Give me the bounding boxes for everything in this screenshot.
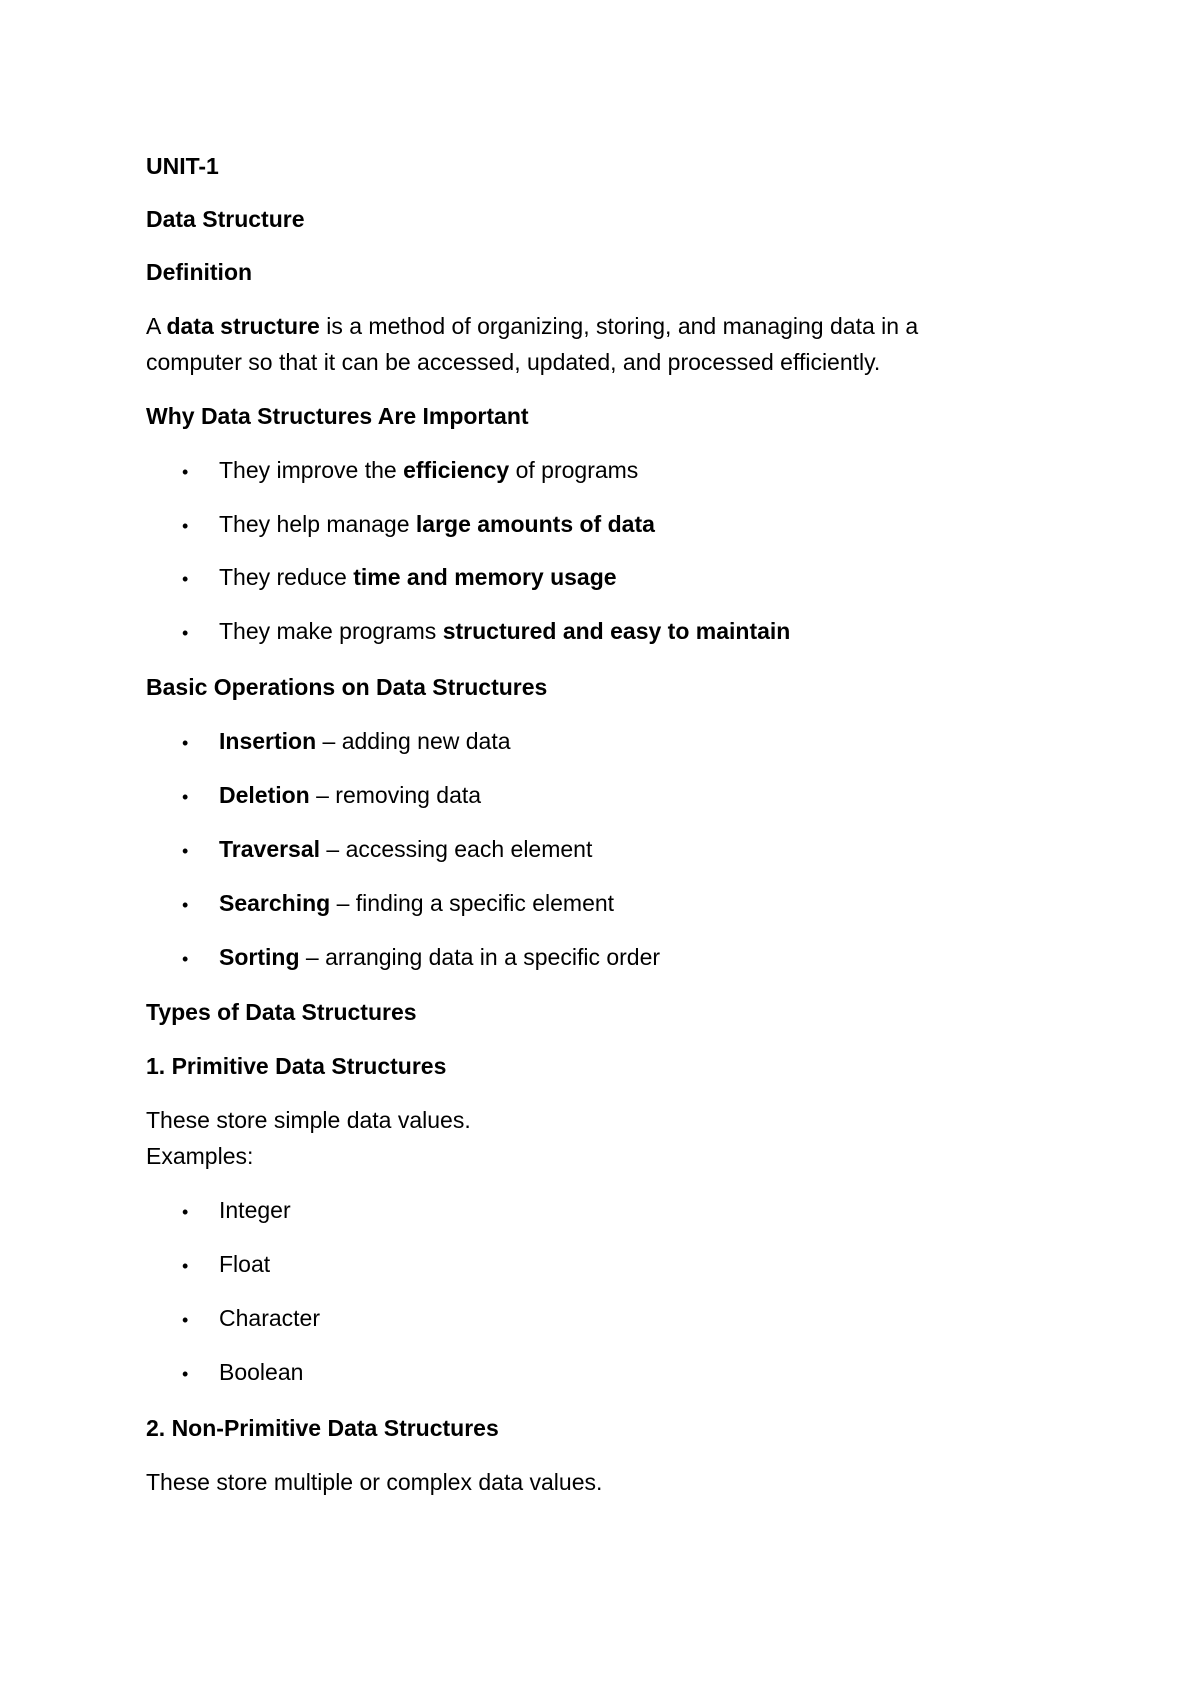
list-item: [182, 888, 614, 920]
list-item: [182, 616, 790, 648]
list-item-text-plain: Integer: [219, 1197, 291, 1223]
nonprimitive-heading: 2. Non-Primitive Data Structures: [146, 1415, 499, 1441]
list-item-text-plain: They make programs: [219, 618, 443, 645]
list-item-text-plain: Float: [219, 1251, 271, 1277]
document-title: Data Structure: [146, 206, 305, 232]
definition-line-1: [146, 311, 918, 341]
list-item-text-plain: – accessing each element: [320, 836, 593, 862]
list-item-text-plain: They improve the: [219, 457, 404, 483]
list-item-text: [219, 1359, 303, 1385]
list-item-text: [219, 511, 655, 537]
list-item-text: [219, 728, 511, 754]
list-item-text-bold: structured and easy to maintain: [442, 618, 791, 645]
bullet-icon: •: [182, 1364, 189, 1384]
list-item-text: [219, 1251, 270, 1277]
list-item: [182, 942, 660, 974]
list-item-text-bold: Deletion: [219, 782, 310, 808]
list-item: [182, 1195, 291, 1227]
list-item-text-plain: – removing data: [309, 782, 482, 808]
list-item: [182, 562, 617, 594]
list-item-text-plain: – adding new data: [316, 728, 511, 754]
importance-heading: Why Data Structures Are Important: [146, 403, 529, 429]
definition-line-2: computer so that it can be accessed, updated, and processed efficiently.: [146, 349, 881, 375]
definition-heading: Definition: [146, 259, 253, 285]
bullet-icon: •: [182, 1256, 189, 1276]
bullet-icon: •: [182, 841, 189, 861]
bullet-icon: •: [182, 623, 189, 644]
bullet-icon: •: [182, 733, 189, 753]
list-item-text-bold: efficiency: [403, 457, 510, 483]
bullet-icon: •: [182, 949, 189, 969]
list-item-text-bold: time and memory usage: [353, 564, 617, 591]
list-item-text-plain: They help manage: [219, 510, 416, 537]
list-item-text-plain: Character: [219, 1305, 320, 1331]
list-item: [182, 455, 638, 487]
list-item-text: [219, 944, 660, 970]
examples-label: Examples:: [146, 1143, 254, 1169]
list-item-text-plain: – finding a specific element: [330, 890, 615, 916]
bullet-icon: •: [182, 787, 189, 807]
list-item-text-plain: They reduce: [219, 564, 354, 591]
list-item-text: [219, 836, 592, 862]
types-heading: Types of Data Structures: [146, 999, 417, 1025]
list-item: [182, 1303, 320, 1335]
definition-term: data structure: [166, 313, 320, 339]
list-item-text-bold: Sorting: [219, 944, 300, 970]
primitive-heading: 1. Primitive Data Structures: [146, 1053, 447, 1079]
bullet-icon: •: [182, 1310, 189, 1330]
list-item-text: [219, 782, 481, 808]
list-item-text-plain: of programs: [509, 457, 639, 483]
list-item-text-bold: Searching: [219, 890, 331, 916]
primitive-description: These store simple data values.: [146, 1107, 471, 1133]
list-item-text-bold: Traversal: [219, 836, 321, 862]
list-item-text-bold: large amounts of data: [415, 510, 655, 537]
list-item-text: [219, 1197, 291, 1223]
list-item-text: [219, 457, 638, 483]
definition-rest: is a method of organizing, storing, and managing data in a: [319, 313, 919, 339]
unit-heading: UNIT-1: [146, 153, 219, 179]
bullet-icon: •: [182, 462, 189, 482]
bullet-icon: •: [182, 895, 189, 915]
bullet-icon: •: [182, 569, 189, 590]
bullet-icon: •: [182, 1202, 189, 1222]
operations-heading: Basic Operations on Data Structures: [146, 674, 548, 700]
list-item-text: [219, 890, 614, 916]
list-item: [182, 509, 655, 541]
list-item: [182, 726, 511, 758]
list-item-text: [219, 1305, 320, 1331]
list-item: [182, 834, 592, 866]
list-item-text-bold: Insertion: [219, 728, 317, 754]
list-item-text: [219, 564, 617, 590]
list-item-text-plain: Boolean: [219, 1359, 304, 1385]
bullet-icon: •: [182, 515, 189, 536]
list-item-text-plain: – arranging data in a specific order: [299, 944, 661, 970]
list-item: [182, 1357, 303, 1389]
list-item: [182, 1249, 270, 1281]
list-item-text: [219, 618, 790, 644]
definition-prefix: A: [146, 313, 167, 339]
nonprimitive-description: These store multiple or complex data values.: [146, 1469, 603, 1495]
list-item: [182, 780, 481, 812]
